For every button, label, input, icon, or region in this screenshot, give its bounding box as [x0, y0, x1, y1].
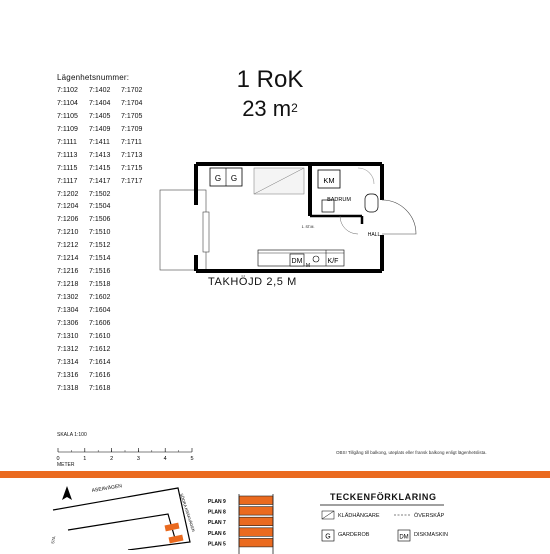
- floor-label: PLAN 6: [208, 530, 226, 537]
- bathroom-door: [340, 216, 358, 234]
- apartment-number: [121, 279, 153, 292]
- shower-curve: [358, 168, 374, 184]
- legend: [318, 503, 550, 549]
- apartment-number: 7:1717: [121, 177, 143, 185]
- floor-highlight: [239, 507, 273, 515]
- apartment-number: 7:1411: [89, 138, 110, 146]
- washing-machine-label: KM: [323, 176, 335, 185]
- apartment-number: [121, 370, 153, 383]
- apartment-number: 7:1704: [121, 99, 143, 107]
- apartment-number: [121, 227, 153, 240]
- scale-tick-label: 5: [190, 456, 194, 462]
- floor-stack: [208, 494, 278, 554]
- wardrobe-label-1: G: [214, 174, 222, 183]
- apartment-number: 7:1510: [89, 229, 111, 237]
- apartment-number: 7:1210: [57, 229, 79, 237]
- apartment-number: 7:1202: [57, 190, 79, 198]
- apartment-number: [121, 318, 153, 331]
- wardrobe-label-2: G: [230, 174, 238, 183]
- apartment-number: [121, 214, 153, 227]
- legend-title: TECKENFÖRKLARING: [330, 492, 437, 502]
- scale-tick-label: 2: [110, 456, 114, 462]
- scale-unit: METER: [57, 462, 75, 468]
- apartment-number: 7:1604: [89, 306, 111, 314]
- apartment-number: 7:1310: [57, 332, 79, 340]
- apartment-number: 7:1514: [89, 255, 111, 263]
- apartment-number: 7:1111: [57, 138, 77, 146]
- wardrobe-icon: [322, 530, 334, 541]
- apartment-number: 7:1502: [89, 190, 111, 198]
- apartment-number: [121, 253, 153, 266]
- apartment-number: 7:1506: [89, 216, 111, 224]
- apartment-number: 7:1117: [57, 177, 78, 185]
- apartment-number: 7:1415: [89, 164, 111, 172]
- site-map: [48, 480, 198, 550]
- apartment-number: 7:1104: [57, 99, 78, 107]
- scale-tick-label: 1: [83, 456, 87, 462]
- street-name-2: SÖDRA KRÄKVÄGEN: [179, 492, 197, 533]
- apartment-number: 7:1218: [57, 281, 79, 289]
- floor-label: PLAN 8: [208, 509, 226, 516]
- scale-tick-label: 0: [56, 456, 60, 462]
- apartment-number: [121, 201, 153, 214]
- apartment-number: [121, 292, 153, 305]
- north-arrow-icon: [62, 486, 72, 500]
- apartment-number: 7:1610: [89, 332, 111, 340]
- legend-clothes-hanger: KLÄDHÄNGARE: [338, 513, 380, 519]
- apartment-number: [121, 344, 153, 357]
- fridge-freezer-label: K/F: [327, 258, 339, 265]
- apartment-number: 7:1618: [89, 384, 111, 392]
- scale-label: SKALA 1:100: [57, 432, 87, 438]
- bathroom-label: BADRUM: [327, 197, 351, 203]
- apartment-number: 7:1417: [89, 177, 111, 185]
- apartment-number: [121, 189, 153, 202]
- apartment-number: 7:1709: [121, 125, 143, 133]
- apartment-number: 7:1614: [89, 358, 111, 366]
- apartment-number: 7:1705: [121, 112, 143, 120]
- apartment-location-marker: [169, 535, 184, 544]
- apartment-number: 7:1713: [121, 151, 143, 159]
- apartment-number: 7:1206: [57, 216, 79, 224]
- apartment-number: 7:1115: [57, 164, 78, 172]
- apartment-area: [230, 96, 310, 122]
- apartment-number: 7:1109: [57, 125, 78, 133]
- ceiling-height: TAKHÖJD 2,5 M: [208, 276, 297, 288]
- floor-highlight: [239, 538, 273, 547]
- apartment-number-list: [57, 85, 152, 396]
- accent-divider: [0, 471, 550, 478]
- apartment-number: 7:1214: [57, 255, 79, 263]
- apartment-number: 7:1316: [57, 371, 79, 379]
- apartment-number: 7:1105: [57, 112, 78, 120]
- plan-small-label: 1. ST.M.: [301, 225, 315, 229]
- floor-highlight: [239, 496, 273, 505]
- area-unit-superscript: 2: [291, 101, 298, 115]
- apartment-number: 7:1715: [121, 164, 143, 172]
- legend-dishwasher: DISKMASKIN: [414, 532, 448, 538]
- street-name-3: STA: [50, 535, 57, 545]
- apartment-number: 7:1302: [57, 294, 79, 301]
- apartment-number: 7:1204: [57, 203, 79, 211]
- area-value: 23 m: [242, 96, 292, 121]
- apartment-number: 7:1518: [89, 281, 111, 289]
- svg-text:DM: DM: [399, 534, 409, 541]
- apartment-type: 1 RoK: [236, 66, 304, 93]
- apartment-number: 7:1409: [89, 125, 111, 133]
- apartment-number: [121, 266, 153, 279]
- apartment-number: 7:1402: [89, 87, 111, 94]
- apartment-number: 7:1504: [89, 203, 111, 211]
- apartment-number: 7:1304: [57, 306, 79, 314]
- floor-label: PLAN 5: [208, 541, 226, 548]
- scale-bar: [55, 438, 205, 464]
- balcony-outline: [160, 190, 206, 270]
- toilet: [365, 194, 378, 212]
- dishwasher-icon: [398, 530, 410, 541]
- floor-plan-drawing: [150, 150, 420, 275]
- apartment-number: [121, 240, 153, 253]
- microwave-label: M: [305, 263, 311, 269]
- entrance-door: [382, 200, 416, 234]
- floor-highlight: [239, 517, 273, 526]
- apartment-number: 7:1216: [57, 268, 79, 276]
- apartment-number: 7:1405: [89, 112, 111, 120]
- apartment-number: 7:1702: [121, 87, 143, 94]
- apartment-number: 7:1616: [89, 371, 111, 379]
- window: [203, 212, 209, 252]
- balcony-note: OBS! Tillgång till balkong, uteplats eller fransk balkong enligt lägenhetslista.: [336, 450, 487, 455]
- clothes-hanger-icon: [322, 511, 334, 519]
- hall-label: HALL: [367, 232, 381, 238]
- scale-tick-label: 3: [136, 456, 140, 462]
- floor-label: PLAN 7: [208, 520, 226, 527]
- apartment-number: [121, 331, 153, 344]
- apartment-number: [121, 383, 153, 396]
- apartment-number: 7:1212: [57, 242, 79, 250]
- apartment-number: [121, 305, 153, 318]
- svg-text:G: G: [325, 533, 331, 541]
- apartment-number: 7:1102: [57, 87, 78, 94]
- apartment-number: 7:1306: [57, 319, 79, 327]
- apartment-number: 7:1318: [57, 384, 79, 392]
- apartment-number: 7:1512: [89, 242, 111, 250]
- apartment-list-heading: Lägenhetsnummer:: [57, 73, 130, 82]
- apartment-number: 7:1606: [89, 319, 111, 327]
- apartment-number: 7:1404: [89, 99, 111, 107]
- apartment-number: 7:1312: [57, 345, 79, 353]
- legend-wardrobe: GARDEROB: [338, 532, 370, 538]
- apartment-number: 7:1602: [89, 294, 111, 301]
- apartment-number: 7:1711: [121, 138, 142, 146]
- apartment-number: 7:1612: [89, 345, 111, 353]
- scale-tick-label: 4: [163, 456, 167, 462]
- floor-highlight: [239, 528, 273, 537]
- apartment-number: [121, 357, 153, 370]
- street-name-1: ASEAVÄGEN: [91, 483, 123, 494]
- legend-overhead-cabinet: ÖVERSKÅP: [414, 513, 445, 519]
- dishwasher-label: DM: [291, 258, 303, 265]
- floor-label: PLAN 9: [208, 499, 226, 505]
- apartment-number: 7:1516: [89, 268, 111, 276]
- apartment-number: 7:1113: [57, 151, 78, 159]
- apartment-number: 7:1314: [57, 358, 79, 366]
- apartment-number: 7:1413: [89, 151, 111, 159]
